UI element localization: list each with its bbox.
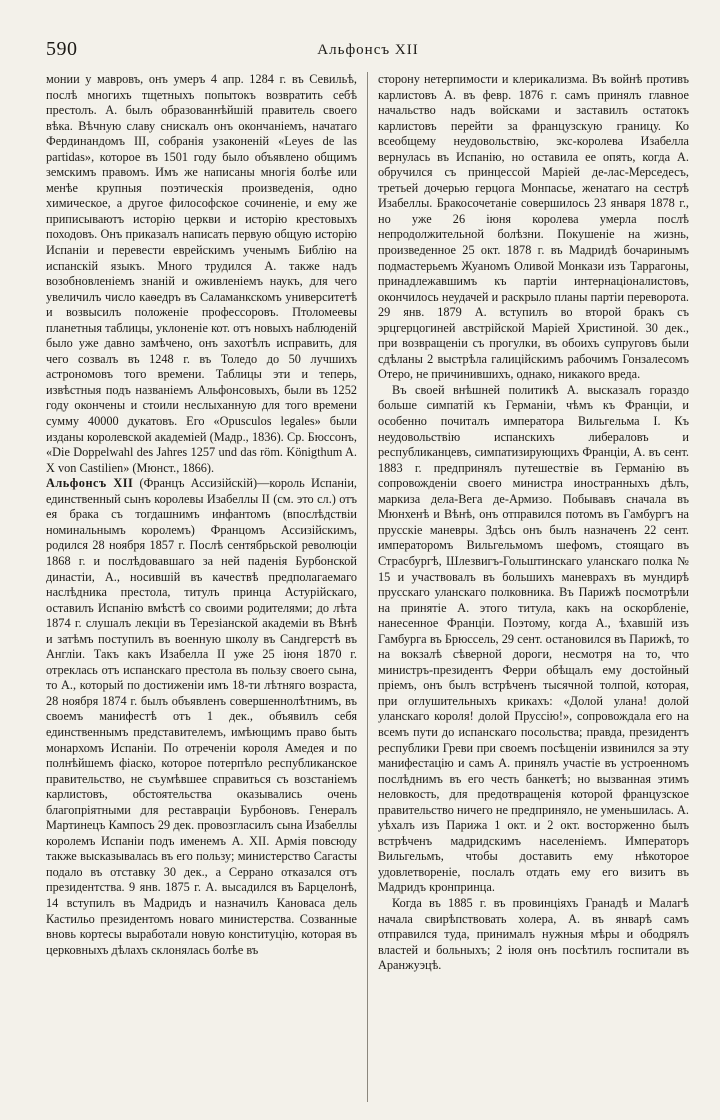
left-column: [46, 72, 357, 1102]
paragraph: монии у мавровъ, онъ умеръ 4 апр. 1284 г. въ Севильѣ, послѣ многихъ тщетныхъ попытокъ возвратить себѣ престолъ. А. былъ образованнѣйшій правитель своего вѣка. Вѣчную славу снискалъ онъ окончаніемъ, начатаго Фердинандомъ III, собранія узаконеній «Leyes de las partidas», которое въ 1501 году было объявлено общимъ земскимъ правомъ. Имъ же написаны многія болѣе или менѣе крупныя поэтическія произведенія, одно химическое, а другое философское сочиненіе, и ему же приписываютъ исторію церкви и исторію крестовыхъ походовъ. Онъ приказалъ написать первую общую исторію Испаніи и перевести еврейскимъ ученымъ Библію на испанскій языкъ. Много трудился А. также надъ возобновленіемъ знаній и оживленіемъ наукъ, для чего увеличилъ число каѳедръ въ Саламанкскомъ университетѣ и возвысилъ положеніе профессоровъ. Птоломеевы планетныя таблицы, уклоненіе кот. отъ новыхъ наблюденій было уже давно замѣчено, онъ захотѣлъ исправить, для чего созвалъ въ 1248 г. въ Толедо до 50 лучшихъ астрономовъ того времени. Таблицы эти и теперь, извѣстныя подъ названіемъ Альфонсовыхъ, были въ 1252 году окончены и стоили неслыханную для того времени сумму 40000 дукатовъ. Его «Opusculos legales» были изданы королевской академіей (Мадр., 1836). Ср. Бюссонъ, «Die Doppelwahl des Jahres 1257 und das röm. Königthum A. X von Castilien» (Мюнст., 1866).: [46, 72, 357, 475]
page-number: 590: [46, 38, 78, 60]
paragraph: Когда въ 1885 г. въ провинціяхъ Гранадѣ и Малагѣ начала свирѣпствовать холера, А. въ январѣ самъ отправился туда, принималъ нужныя мѣры и ободрялъ властей и больныхъ; 2 іюля онъ посѣтилъ госпитали въ Аранжуэцѣ.: [378, 895, 689, 973]
paragraph: Въ своей внѣшней политикѣ А. высказалъ гораздо больше симпатій къ Германіи, чѣмъ къ Франціи, и особенно почиталъ императора Вильгельма I. Къ неудовольствію испанскихъ либераловъ и республиканцевъ, симпатизирующихъ Франціи, А. въ сент. 1883 г. предпринялъ путешествіе въ Германію въ сопровожденіи своего министра иностранныхъ дѣлъ, маркиза дела-Вега де-Армизо. Побывавъ сначала въ Мюнхенѣ и Вѣнѣ, онъ отправился потомъ въ Гамбургъ на прусскіе маневры. Здѣсь онъ былъ назначенъ 22 сент. императоромъ Вильгельмомъ шефомъ, стоящаго въ Страсбургѣ, Шлезвигъ-Гольштинскаго уланскаго полка № 15 и участвовалъ въ большихъ маневрахъ въ мундирѣ прусскаго уланскаго полковника. Въ Парижѣ посмотрѣли на принятіе А. этого титула, какъ на оскорбленіе, нанесенное Франціи. Поэтому, когда А., ѣхавшій изъ Гамбурга въ Брюссель, 29 сент. остановился въ Парижѣ, то на вокзалѣ сѣверной дороги, несмотря на то, что министръ-президентъ Ферри обѣщалъ ему достойный пріемъ, онъ былъ встрѣченъ тысячной толпой, которая, при оглушительныхъ крикахъ: «Долой улана! долой уланскаго короля! долой Пруссію!», сопровождала его на всемъ пути до испанскаго посольства; правда, президентъ республики Греви при своемъ посѣщеніи извинился за эту манифестацію и самъ А. принялъ участіе въ устроенномъ послѣднимъ въ его честь банкетѣ; но вызванная этимъ неловкость, для предотвращенія которой французское правительство ничего не предприняло, не уменьшилась. А. уѣхалъ изъ Парижа 1 окт. и 2 окт. восторженно былъ встрѣченъ мадридскимъ населеніемъ. Императоръ Вильгельмъ, чтобы доставить ему нѣкоторое удовлетвореніе, послалъ отдать ему его визитъ въ Мадридъ кронпринца.: [378, 382, 689, 895]
text-columns: [46, 72, 690, 1102]
running-head: Альфонсъ XII: [317, 42, 419, 58]
page-header: [46, 38, 690, 72]
right-column: [378, 72, 689, 1102]
column-divider: [367, 72, 368, 1102]
entry-paragraph: [46, 476, 357, 958]
paragraph: сторону нетерпимости и клерикализма. Въ войнѣ противъ карлистовъ А. въ февр. 1876 г. самъ принялъ главное начальство надъ войсками и заставилъ остатокъ карлистовъ перейти за французскую границу. Ко всеобщему неудовольствію, экс-королева Изабелла вернулась въ Испанію, но оставила ее опять, когда А. обручился съ принцессой Маріей де-лас-Мерседесъ, третьей дочерью герцога Монпасье, женатаго на сестрѣ Изабеллы. Бракосочетаніе совершилось 23 января 1878 г., но уже 26 іюня королева умерла послѣ непродолжительной болѣзни. Покушеніе на жизнь, произведенное 25 окт. 1878 г. въ Мадридѣ бочаринымъ подмастерьемъ Жуаномъ Оливой Монкази изъ Таррагоны, принадлежавшимъ къ партіи интернаціоналистовъ, окончилось неудачей и раскрыло планы партіи переворота. 29 янв. 1879 А. вступилъ во второй бракъ съ эрцгерцогиней австрійской Маріей Христиной. 30 дек., при возвращеніи съ прогулки, въ обоихъ супруговъ были сдѣланы 2 выстрѣла галиційскимъ рабочимъ Гонзалесомъ Отеро, не причинившихъ, однако, никакого вреда.: [378, 72, 689, 382]
entry-title: Альфонсъ XII: [46, 476, 134, 491]
entry-text: (Францъ Ассизійскій)—король Испаніи, единственный сынъ королевы Изабеллы II (см. это сл.) отъ ея брака съ тогдашнимъ инфантомъ (впослѣдствіи номинальнымъ королемъ) Францомъ Ассизійскимъ, родился 28 ноября 1857 г. Послѣ сентябрьской революціи 1868 г. и послѣдовавшаго за ней паденія Бурбонской династіи, А., носившій въ качествѣ предполагаемаго наслѣдника престола, титулъ принца Астурійскаго, оставилъ Испанію вмѣстѣ со своими родителями; до лѣта 1874 г. слушалъ лекціи въ Терезіанской академіи въ Вѣнѣ и затѣмъ поступилъ въ военную школу въ Сандгерстѣ въ Англіи. Такъ какъ Изабелла II уже 25 іюня 1870 г. отреклась отъ испанскаго престола въ пользу своего сына, то А., который по достиженіи имъ 18-ти лѣтняго возраста, 28 ноября 1874 г. былъ объявленъ совершеннолѣтнимъ, въ своемъ манифестѣ отъ 1 дек., объявилъ себя единственнымъ представителемъ, имѣющимъ право быть монархомъ Испаніи. По отреченіи короля Амедея и по полнѣйшемъ фіаско, которое потерпѣло республиканское правительство, не съумѣвшее справиться съ возстаніемъ карлистовъ, обстоятельства оказывались очень благопріятными для реставраціи Бурбоновъ. Генералъ Мартинецъ Кампосъ 29 дек. провозгласилъ сына Изабеллы королемъ Испаніи подъ именемъ А. XII. Армія повсюду также высказывалась въ его пользу; министерство Сагасты подало въ отставку 30 дек., а Серрано отказался отъ президентства. 9 янв. 1875 г. А. высадился въ Барцелонѣ, 14 вступилъ въ Мадридъ и назначилъ Кановаса дель Кастильо президентомъ новаго министерства. Созванные вновь кортесы выработали новую конституцію, которая въ церковныхъ дѣлахъ склонялась болѣе въ: [46, 476, 357, 957]
